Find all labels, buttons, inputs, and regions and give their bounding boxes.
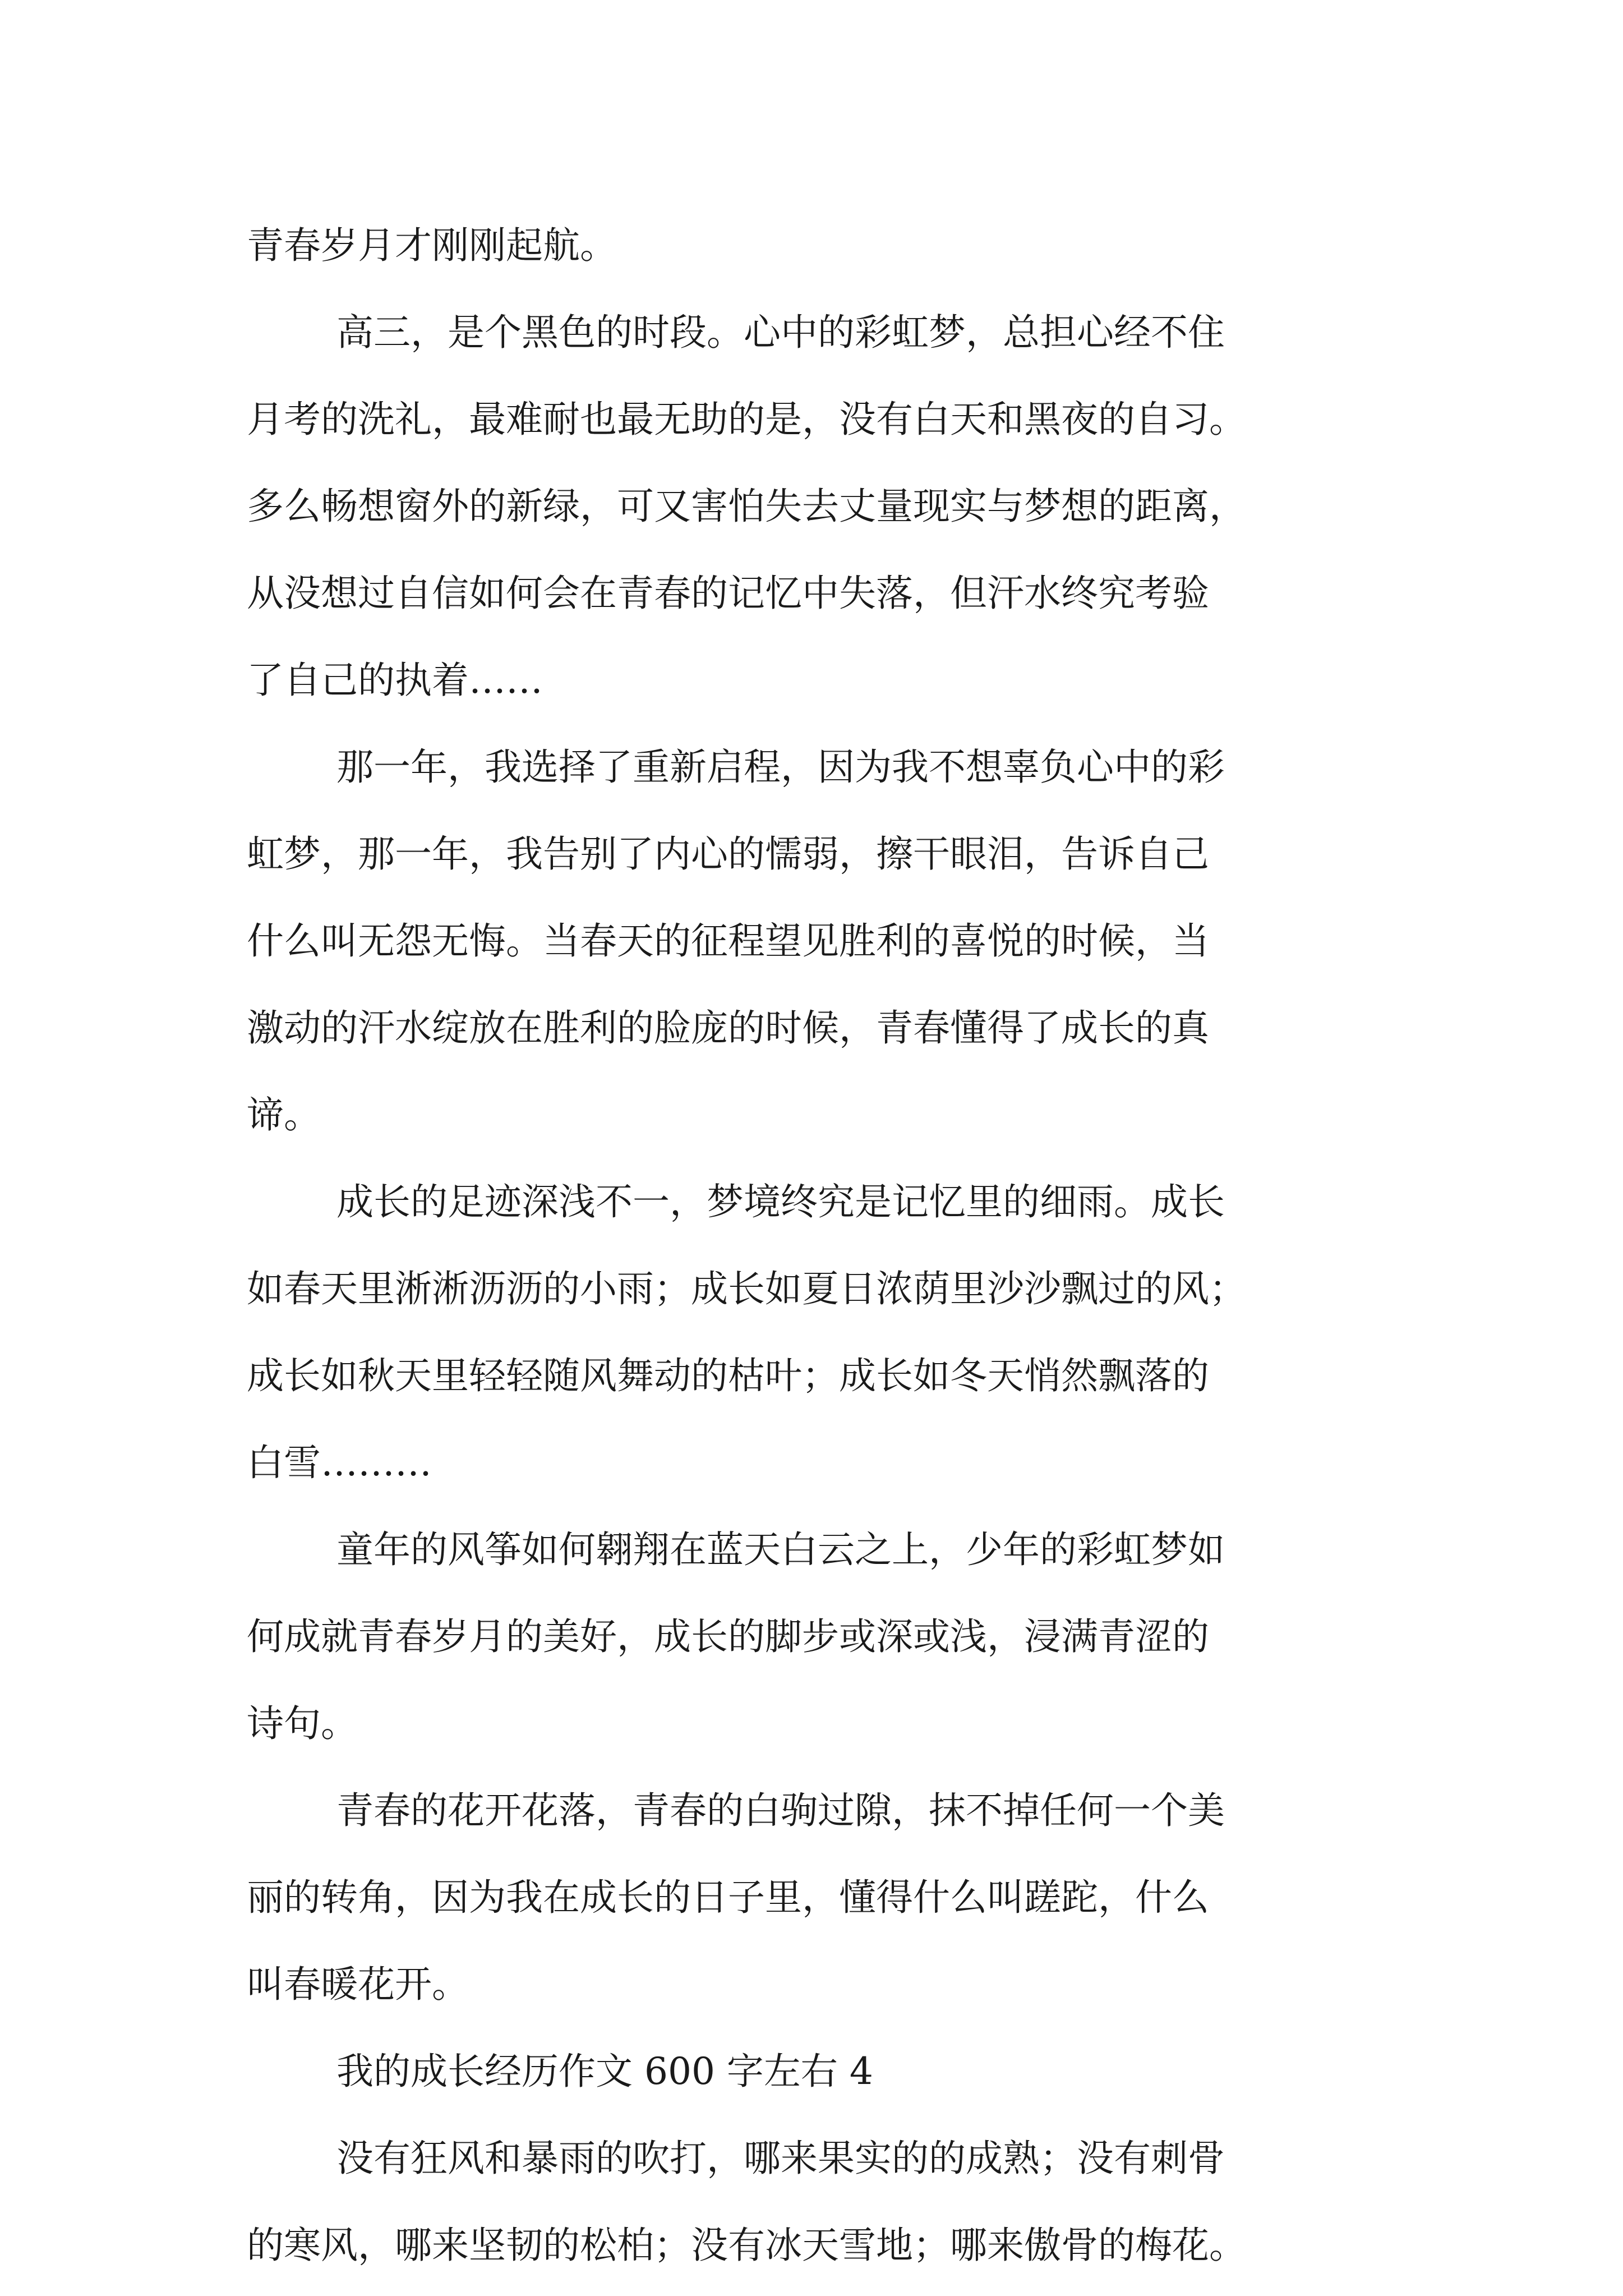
- text-line: 叫春暖花开。: [247, 1963, 469, 2006]
- text-line: 的寒风，哪来坚韧的松柏；没有冰天雪地；哪来傲骨的梅花。: [247, 2224, 1246, 2267]
- text-line: 谛。: [247, 1093, 321, 1137]
- text-line: 激动的汗水绽放在胜利的脸庞的时候，青春懂得了成长的真: [247, 1006, 1209, 1050]
- paragraph-start-line: 青春的花开花落，青春的白驹过隙，抹不掉任何一个美: [336, 1789, 1225, 1832]
- text-line: 诗句。: [247, 1702, 358, 1745]
- text-line: 何成就青春岁月的美好，成长的脚步或深或浅，浸满青涩的: [247, 1615, 1209, 1658]
- text-line: 多么畅想窗外的新绿，可又害怕失去丈量现实与梦想的距离，: [247, 485, 1246, 528]
- section-heading: 我的成长经历作文 600 字左右 4: [336, 2050, 873, 2093]
- text-line: 从没想过自信如何会在青春的记忆中失落，但汗水终究考验: [247, 572, 1209, 615]
- paragraph-start-line: 没有狂风和暴雨的吹打，哪来果实的的成熟；没有刺骨: [336, 2137, 1225, 2180]
- text-line: 月考的洗礼，最难耐也最无助的是，没有白天和黑夜的自习。: [247, 398, 1246, 441]
- paragraph-start-line: 那一年，我选择了重新启程，因为我不想辜负心中的彩: [336, 746, 1225, 789]
- text-line: 丽的转角，因为我在成长的日子里，懂得什么叫蹉跎，什么: [247, 1876, 1209, 1919]
- paragraph-start-line: 成长的足迹深浅不一，梦境终究是记忆里的细雨。成长: [336, 1180, 1225, 1223]
- text-line: 了自己的执着……: [247, 659, 543, 702]
- text-line: 青春岁月才刚刚起航。: [247, 224, 617, 267]
- text-line: 虹梦，那一年，我告别了内心的懦弱，擦干眼泪，告诉自己: [247, 832, 1209, 876]
- paragraph-start-line: 童年的风筝如何翱翔在蓝天白云之上，少年的彩虹梦如: [336, 1528, 1225, 1571]
- paragraph-start-line: 高三，是个黑色的时段。心中的彩虹梦，总担心经不住: [336, 311, 1225, 354]
- text-line: 成长如秋天里轻轻随风舞动的枯叶；成长如冬天悄然飘落的: [247, 1354, 1209, 1397]
- text-line: 什么叫无怨无悔。当春天的征程望见胜利的喜悦的时候，当: [247, 919, 1209, 963]
- text-line: 白雪………: [247, 1441, 432, 1484]
- text-line: 如春天里淅淅沥沥的小雨；成长如夏日浓荫里沙沙飘过的风；: [247, 1267, 1246, 1310]
